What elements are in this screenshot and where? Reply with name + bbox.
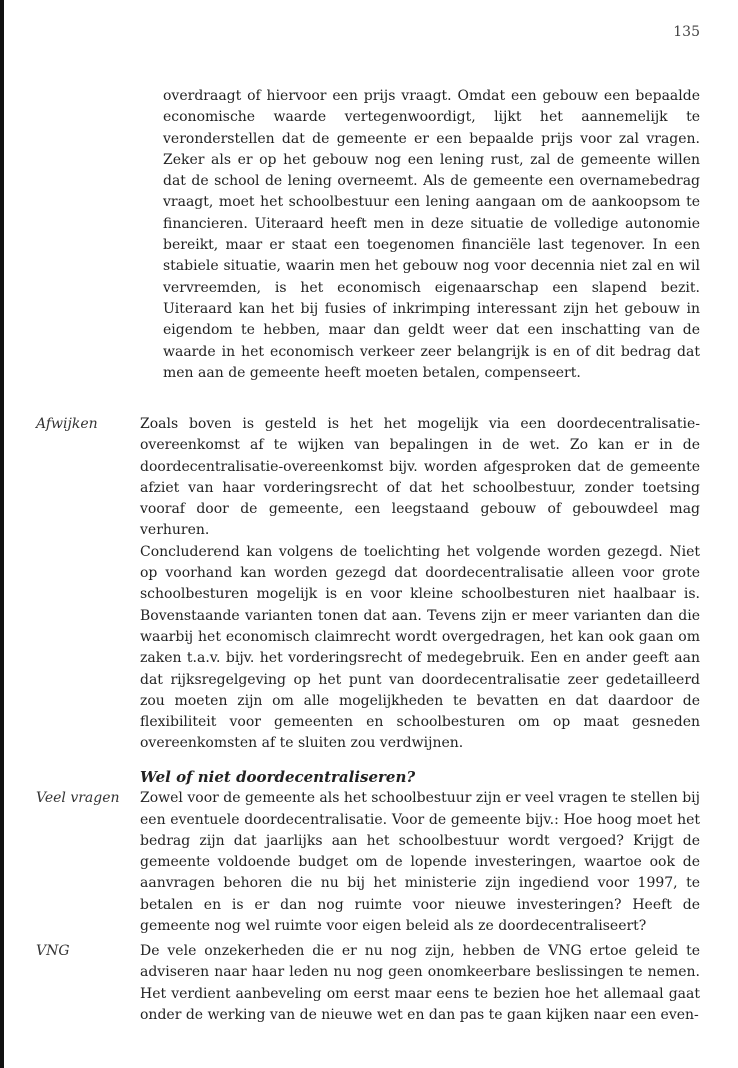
page-edge — [0, 0, 4, 1068]
margin-note-vng: VNG — [36, 943, 70, 959]
page-number: 135 — [673, 24, 700, 40]
afwijken-paragraph-2: Concluderend kan volgens de toelichting het volgende worden gezegd. Niet op voorhand kan worden gezegd dat doordecentralisatie alleen voor grote schoolbesturen mogelijk is en voor kleine schoolbesturen niet haalbaar is. Bovenstaande varianten tonen dat aan. Tevens zijn er meer varianten dan die waarbij het economisch claimrecht wordt overgedragen, het kan ook gaan om zaken t.a.v. bijv. het vorderingsrecht of medegebruik. Een en ander geeft aan dat rijksregelgeving op het punt van doordecentralisatie zeer gedetailleerd zou moeten zijn om alle mogelijkheden te bevatten en dat daardoor de flexibiliteit voor gemeenten en schoolbesturen om op maat gesneden overeenkomsten af te sluiten zou verdwijnen. — [140, 543, 700, 752]
margin-note-afwijken: Afwijken — [36, 416, 98, 432]
intro-paragraph: overdraagt of hiervoor een prijs vraagt. Omdat een gebouw een bepaalde economische waarde vertegenwoordigt, lijkt het aannemelijk te veronderstellen dat de gemeente er een bepaalde prijs voor zal vragen. Zeker als er op het gebouw nog een lening rust, zal de gemeente willen dat de school de lening overneemt. Als de gemeente een overnamebedrag vraagt, moet het schoolbestuur een lening aangaan om de aankoopsom te financieren. Uiteraard heeft men in deze situatie de volledige autonomie bereikt, maar er staat een toegenomen financiële last tegenover. In een stabiele situatie, waarin men het gebouw nog voor decennia niet zal en wil vervreemden, is het economisch eigenaarschap een slapend bezit. Uiteraard kan het bij fusies of inkrimping interessant zijn het gebouw in eigendom te hebben, maar dan geldt weer dat een inschatting van de waarde in het economisch verkeer zeer belangrijk is en of dit bedrag dat men aan de gemeente heeft moeten betalen, compenseert. — [163, 88, 700, 381]
section-heading: Wel of niet doordecentraliseren? — [140, 768, 416, 786]
afwijken-paragraph-1: Zoals boven is gesteld is het het mogelijk via een doordecentralisatie-overeenkomst af te wijken van bepalingen in de wet. Zo kan er in de doordecentralisatie-overeenkomst bijv. worden afgesproken dat de gemeente afziet van haar vorderingsrecht of dat het schoolbestuur, zonder toetsing vooraf door de gemeente, een leegstaand gebouw of gebouwdeel mag verhuren. — [140, 416, 700, 539]
vng-paragraph: De vele onzekerheden die er nu nog zijn, hebben de VNG ertoe geleid te adviseren naar haar leden nu nog geen onomkeerbare beslissingen te nemen. Het verdient aanbeveling om eerst maar eens te bezien hoe het allemaal gaat onder de werking van de nieuwe wet en dan pas te gaan kijken naar een even- — [140, 943, 700, 1023]
afwijken-section — [140, 414, 700, 755]
intro-paragraph-block — [163, 86, 700, 384]
veel-vragen-paragraph: Zowel voor de gemeente als het schoolbestuur zijn er veel vragen te stellen bij een eventuele doordecentralisatie. Voor de gemeente bijv.: Hoe hoog moet het bedrag zijn dat jaarlijks aan het schoolbestuur wordt vergoed? Krijgt de gemeente voldoende budget om de lopende investeringen, waartoe ook de aanvragen behoren die nu bij het ministerie zijn ingediend voor 1997, te betalen en is er dan nog ruimte voor nieuwe investeringen? Heeft de gemeente nog wel ruimte voor eigen beleid als ze doordecentraliseert? — [140, 790, 700, 935]
margin-note-veel-vragen: Veel vragen — [36, 790, 120, 806]
vng-section — [140, 941, 700, 1026]
doordecentraliseren-section — [140, 767, 700, 937]
